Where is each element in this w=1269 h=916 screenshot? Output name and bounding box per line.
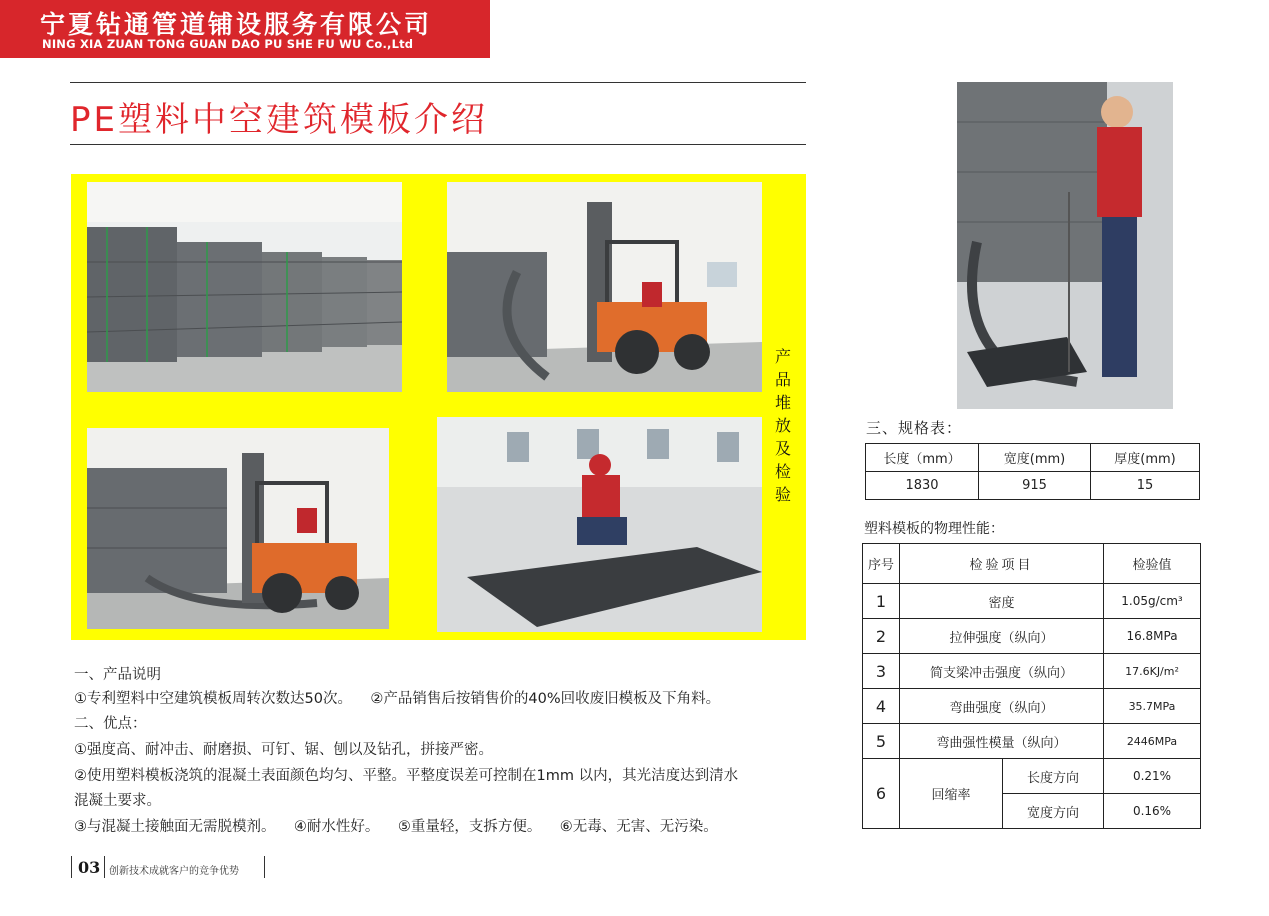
footer-slogan: 创新技术成就客户的竞争优势 xyxy=(109,866,239,877)
photo-forklift-bend xyxy=(447,182,762,392)
row-no: 1 xyxy=(863,584,900,619)
spec-table-title: 三、规格表： xyxy=(866,419,963,437)
spec-table-header-row xyxy=(866,444,1200,472)
row-sub-direction: 长度方向 xyxy=(1003,759,1104,794)
footer-divider-left xyxy=(71,856,72,878)
photo-panel-caption: 产品堆放及检验 xyxy=(774,347,791,504)
spec-value-width: 915 xyxy=(979,472,1091,500)
row-value: 0.16% xyxy=(1104,794,1201,829)
row-no: 3 xyxy=(863,654,900,689)
advantage-2-line1: ②使用塑料模板浇筑的混凝土表面颜色均匀、平整。平整度误差可控制在1mm 以内，其光洁度达到清水 xyxy=(74,768,739,784)
row-value: 2446MPa xyxy=(1104,724,1201,759)
row-value: 35.7MPa xyxy=(1104,689,1201,724)
title-bottom-rule xyxy=(70,144,806,145)
photo-forklift-board xyxy=(87,428,389,629)
photo-board-measure xyxy=(957,82,1173,409)
row-item: 回缩率 xyxy=(900,759,1003,829)
row-item: 密度 xyxy=(900,584,1104,619)
physical-table-title: 塑料模板的物理性能： xyxy=(864,521,1004,537)
spec-value-length: 1830 xyxy=(866,472,979,500)
spec-header-thickness: 厚度(mm) xyxy=(1091,444,1200,472)
spec-header-width: 宽度(mm) xyxy=(979,444,1091,472)
table-row xyxy=(863,689,1201,724)
row-item: 拉伸强度（纵向） xyxy=(900,619,1104,654)
spec-header-length: 长度（mm） xyxy=(866,444,979,472)
spec-value-thickness: 15 xyxy=(1091,472,1200,500)
row-value: 1.05g/cm³ xyxy=(1104,584,1201,619)
row-item: 弯曲强性模量（纵向） xyxy=(900,724,1104,759)
physical-table xyxy=(862,543,1201,829)
row-no: 5 xyxy=(863,724,900,759)
row-no: 6 xyxy=(863,759,900,829)
row-no: 2 xyxy=(863,619,900,654)
page-number: 03 xyxy=(78,858,101,877)
row-value: 17.6KJ/m² xyxy=(1104,654,1201,689)
advantage-1: ①强度高、耐冲击、耐磨损、可钉、锯、刨以及钻孔，拼接严密。 xyxy=(74,742,493,758)
company-name-en: NING XIA ZUAN TONG GUAN DAO PU SHE FU WU Co.,Ltd xyxy=(42,37,414,51)
row-value: 16.8MPa xyxy=(1104,619,1201,654)
advantage-3-line: ③与混凝土接触面无需脱模剂。 ④耐水性好。 ⑤重量轻，支拆方便。 ⑥无毒、无害、无污染。 xyxy=(74,819,718,835)
physical-header-row xyxy=(863,544,1201,584)
row-sub-direction: 宽度方向 xyxy=(1003,794,1104,829)
header-no: 序号 xyxy=(863,544,900,584)
photo-warehouse-stacks xyxy=(87,182,402,392)
row-value: 0.21% xyxy=(1104,759,1201,794)
footer-divider-right xyxy=(264,856,265,878)
photo-floor-inspection xyxy=(437,417,762,632)
section1-heading: 一、产品说明 xyxy=(74,667,161,683)
page-title: PE塑料中空建筑模板介绍 xyxy=(70,100,488,140)
footer-divider-mid xyxy=(104,856,105,878)
section2-heading: 二、优点： xyxy=(74,716,147,732)
spec-table-value-row xyxy=(866,472,1200,500)
spec-table xyxy=(865,443,1200,500)
company-name-cn: 宁夏钻通管道铺设服务有限公司 xyxy=(40,10,433,39)
advantage-2-line2: 混凝土要求。 xyxy=(74,793,161,809)
row-item: 简支梁冲击强度（纵向） xyxy=(900,654,1104,689)
row-item: 弯曲强度（纵向） xyxy=(900,689,1104,724)
table-row xyxy=(863,654,1201,689)
title-top-rule xyxy=(70,82,806,83)
table-row xyxy=(863,759,1201,794)
row-no: 4 xyxy=(863,689,900,724)
table-row xyxy=(863,584,1201,619)
table-row xyxy=(863,724,1201,759)
table-row xyxy=(863,619,1201,654)
header-item: 检验项目 xyxy=(900,544,1104,584)
section1-line: ①专利塑料中空建筑模板周转次数达50次。 ②产品销售后按销售价的40%回收废旧模板及下角料。 xyxy=(74,691,721,707)
header-value: 检验值 xyxy=(1104,544,1201,584)
